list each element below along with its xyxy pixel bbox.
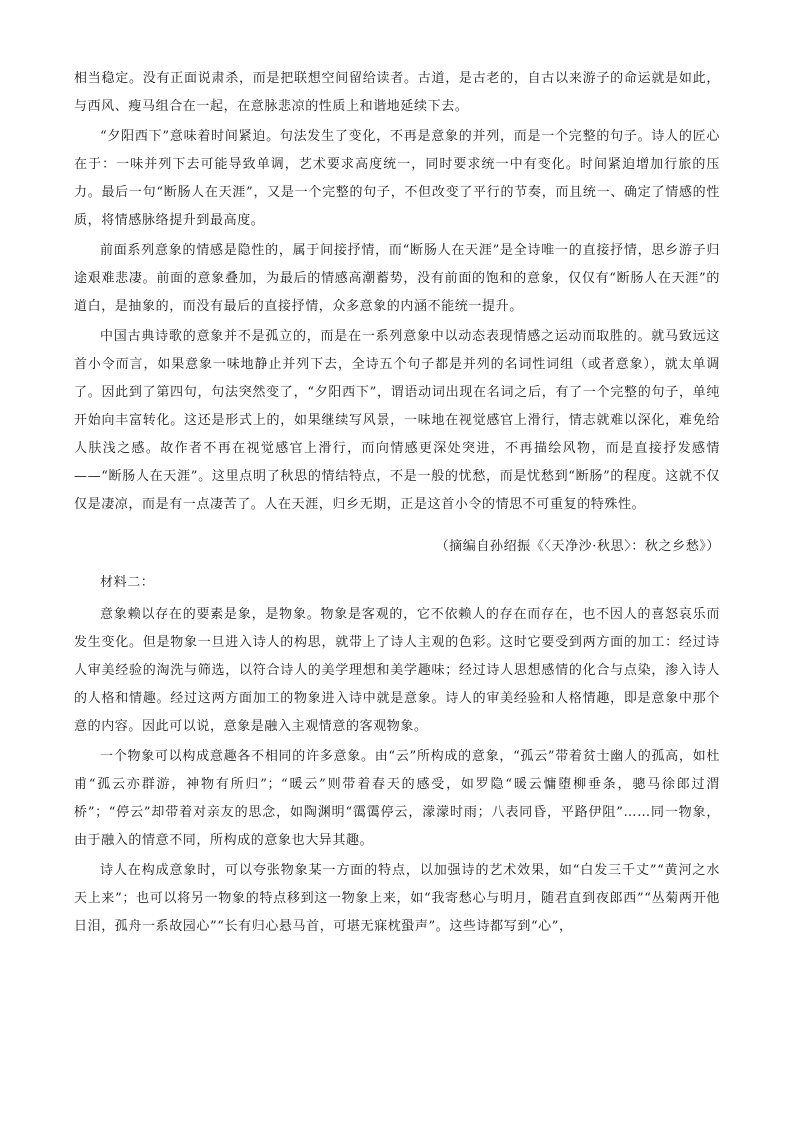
paragraph-image-elements: 意象赖以存在的要素是象，是物象。物象是客观的，它不依赖人的存在而存在，也不因人的喜怒哀乐而发生变化。但是物象一旦进入诗人的构思，就带上了诗人主观的色彩。这时它要受到两方面的加工：经过诗人审美经验的淘洗与筛选，以符合诗人的美学理想和美学趣味；经过诗人思想感情的化合与点染，渗入诗人的人格和情趣。经过这两方面加工的物象进入诗中就是意象。诗人的审美经验和人格情趣，即是意象中那个意的内容。因此可以说，意象是融入主观情意的客观物象。 xyxy=(74,607,720,734)
material-two-heading: 材料二： xyxy=(100,575,155,590)
paragraph-direct-lyricism: 前面系列意象的情感是隐性的，属于间接抒情，而“断肠人在天涯”是全诗唯一的直接抒情，思乡游子归途艰难悲凄。前面的意象叠加，为最后的情感高潮蓄势，没有前面的饱和的意象，仅仅有“断肠人在天涯”的道白，是抽象的，而没有最后的直接抒情，众多意象的内涵不能统一提升。 xyxy=(74,243,720,314)
paragraph-dynamic-imagery: 中国古典诗歌的意象并不是孤立的，而是在一系列意象中以动态表现情感之运动而取胜的。就马致远这首小令而言，如果意象一味地静止并列下去，全诗五个句子都是并列的名词性词组（或者意象），就太单调了。因此到了第四句，句法突然变了，“夕阳西下”，谓语动词出现在名词之后，有了一个完整的句子，单纯开始向丰富转化。这还是形式上的，如果继续写风景，一味地在视觉感官上滑行，情志就难以深化，难免给人肤浅之感。故作者不再在视觉感官上滑行，而向情感更深处突进，不再描绘风物，而是直接抒发感情——“断肠人在天涯”。这里点明了秋思的情结特点，不是一般的忧愁，而是忧愁到“断肠”的程度。这就不仅仅是凄凉，而是有一点凄苦了。人在天涯，归乡无期，正是这首小令的情思不可重复的特殊性。 xyxy=(74,329,720,512)
paragraph-sunset-analysis: “夕阳西下”意味着时间紧迫。句法发生了变化，不再是意象的并列，而是一个完整的句子。诗人的匠心在于：一味并列下去可能导致单调，艺术要求高度统一，同时要求统一中有变化。时间紧迫增加行旅的压力。最后一句“断肠人在天涯”，又是一个完整的句子，不但改变了平行的节奏，而且统一、确定了情感的性质，将情感脉络提升到最高度。 xyxy=(74,129,720,228)
source-citation: （摘编自孙绍振《〈天净沙·秋思〉：秋之乡愁》） xyxy=(435,539,720,554)
article-body xyxy=(74,65,720,943)
paragraph-cloud-images: 一个物象可以构成意趣各不相同的许多意象。由“云”所构成的意象，“孤云”带着贫士幽人的孤高，如杜甫“孤云亦群游，神物有所归”；“暖云”则带着春天的感受，如罗隐“暖云慵堕柳垂条，骢马徐郎过渭桥”；“停云”却带着对亲友的思念，如陶渊明“霭霭停云，濛濛时雨；八表同昏，平路伊阻”……同一物象，由于融入的情意不同，所构成的意象也大异其趣。 xyxy=(74,749,720,848)
paragraph-continued: 相当稳定。没有正面说肃杀，而是把联想空间留给读者。古道，是古老的，自古以来游子的命运就是如此，与西风、瘦马组合在一起，在意脉悲凉的性质上和谐地延续下去。 xyxy=(74,71,720,114)
paragraph-exaggeration: 诗人在构成意象时，可以夸张物象某一方面的特点，以加强诗的艺术效果，如“白发三千丈”“黄河之水天上来”；也可以将另一物象的特点移到这一物象上来，如“我寄愁心与明月，随君直到夜郎西”“丛菊两开他日泪，孤舟一系故园心”“长有归心悬马首，可堪无寐枕蛩声”。这些诗都写到“心”， xyxy=(74,863,720,934)
